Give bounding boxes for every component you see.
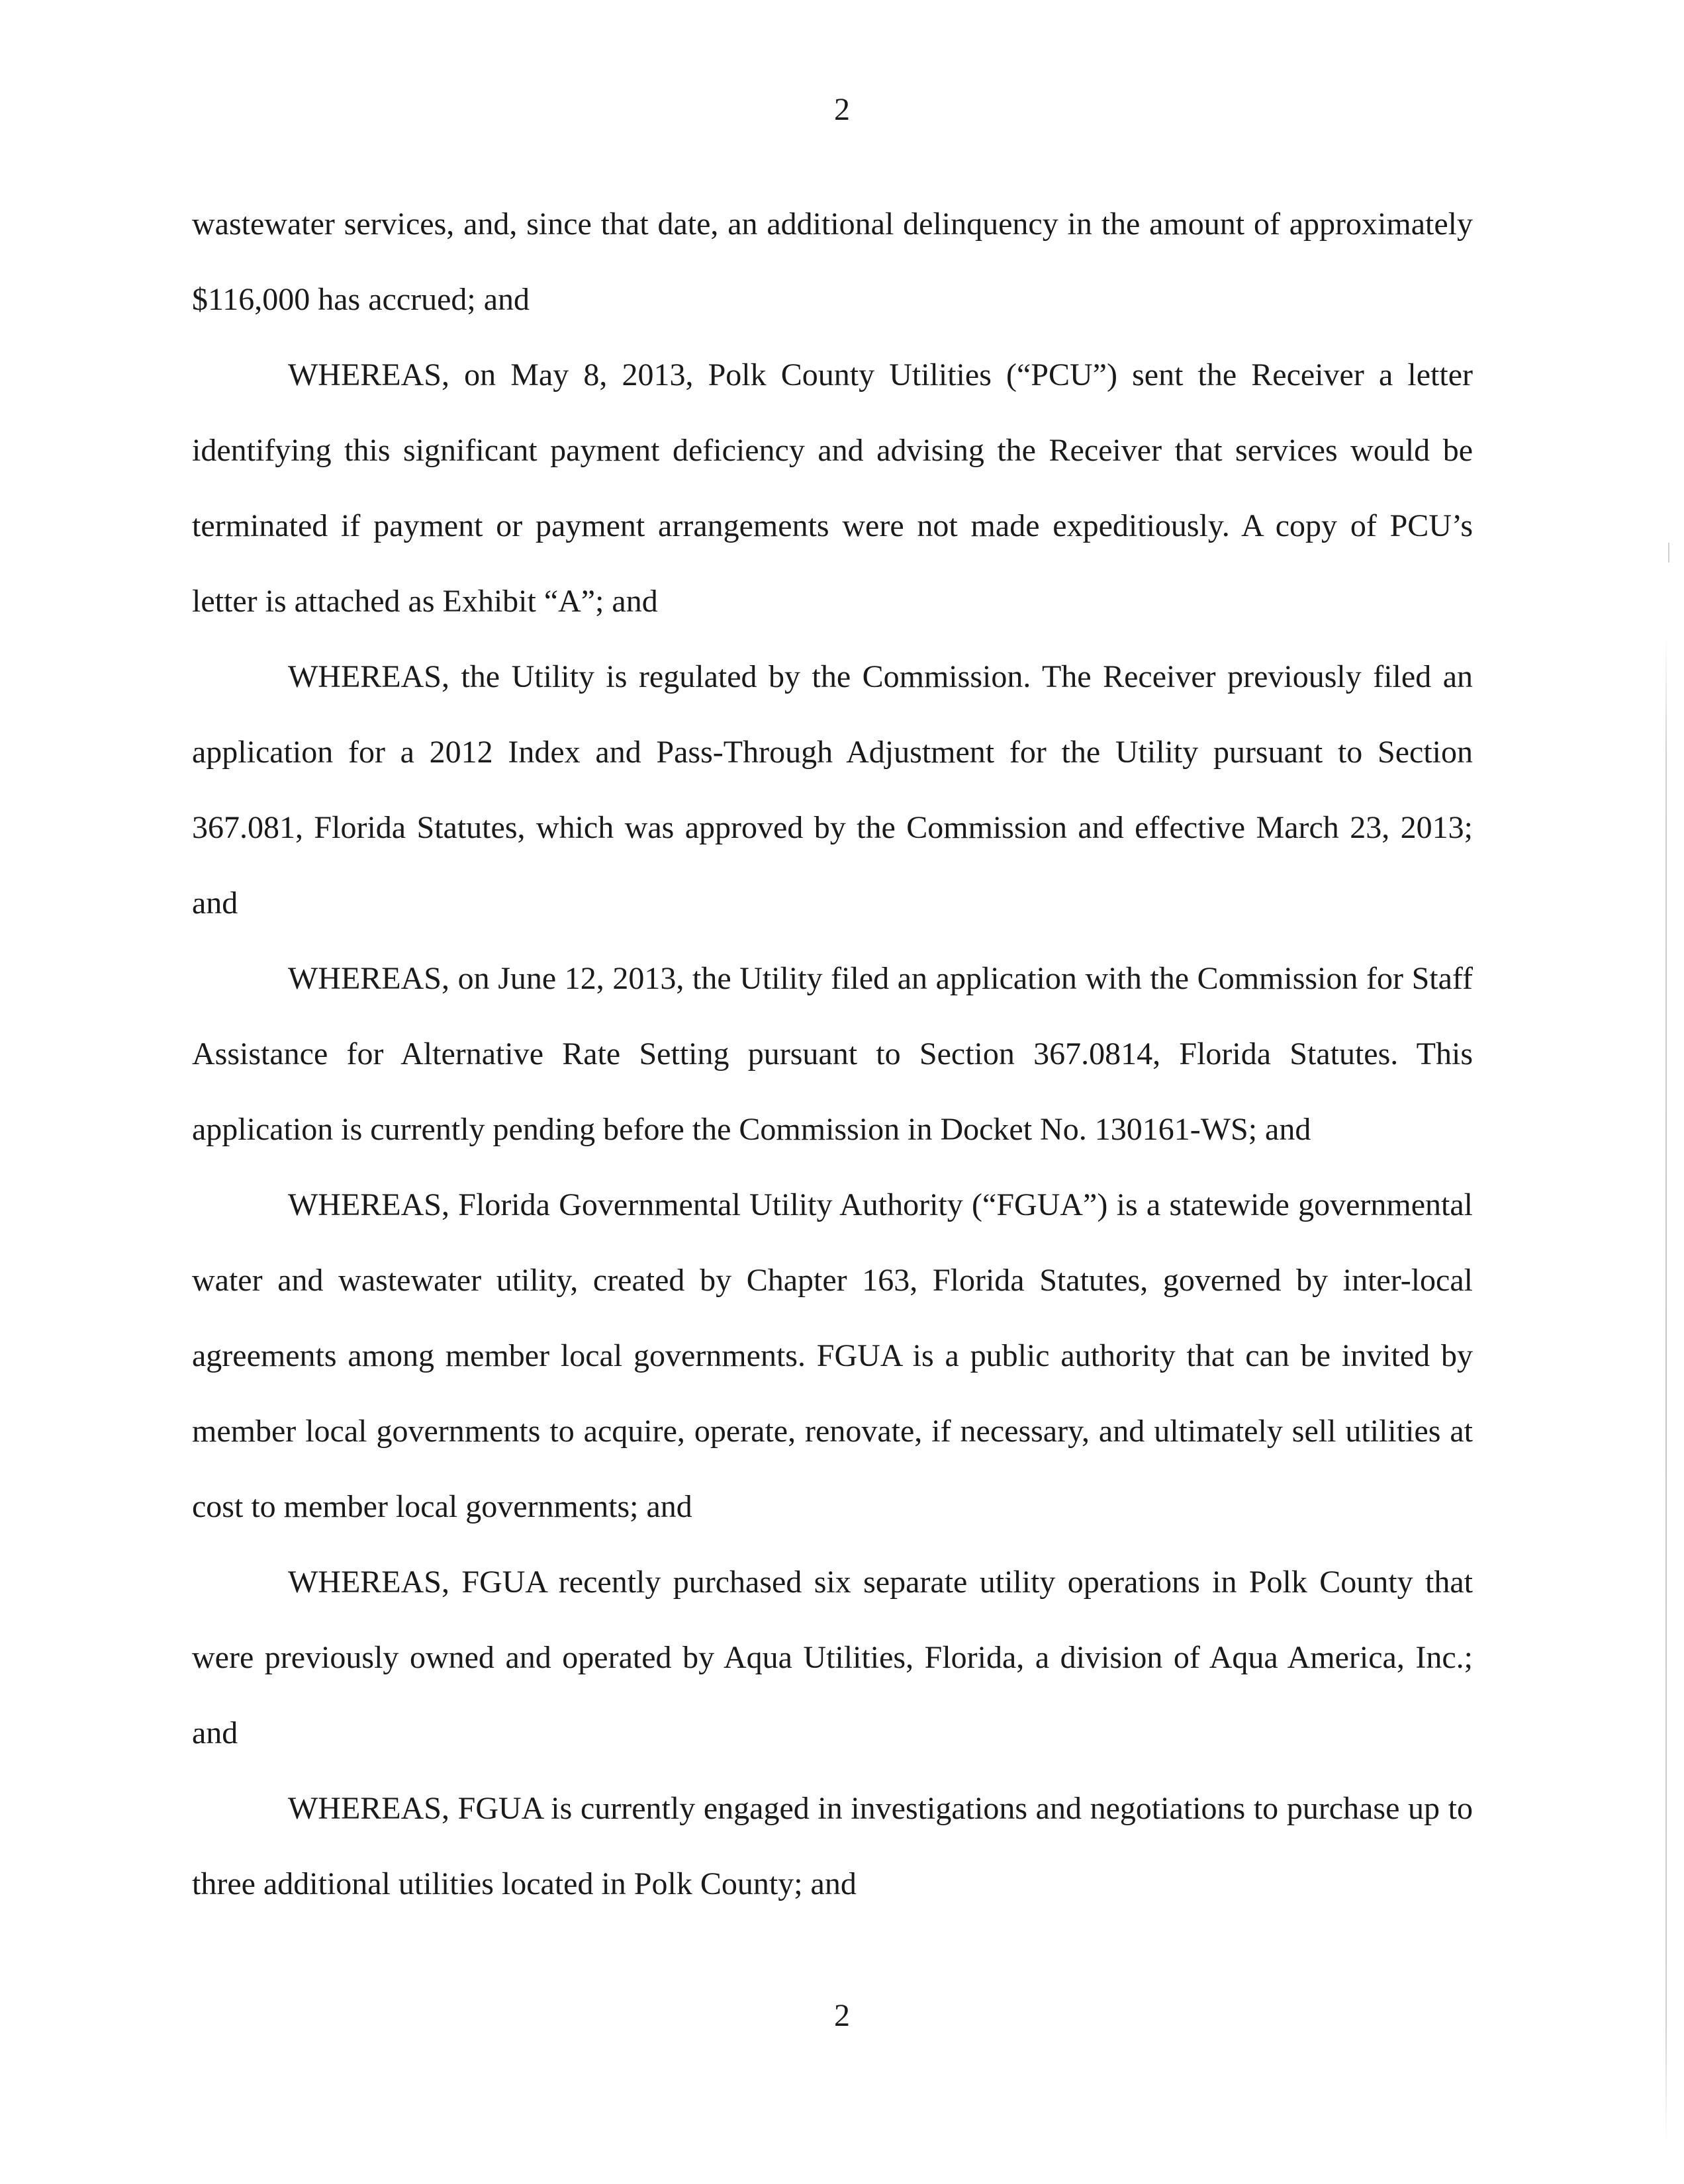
- paragraph-fgua-purchase: WHEREAS, FGUA recently purchased six separate utility operations in Polk County that were previously owned and operated by Aqua Utilities, Florida, a division of Aqua America, Inc.; and: [192, 1565, 1473, 1751]
- paragraph-continuation: wastewater services, and, since that date, an additional delinquency in the amount of approximately $116,000 has accrued; and: [192, 206, 1473, 317]
- page-number-top: 2: [834, 92, 850, 127]
- paragraph-staff-assistance: WHEREAS, on June 12, 2013, the Utility filed an application with the Commission for Staff Assistance for Alternative Rate Setting pursuant to Section 367.0814, Florida Statutes. This application is currently pending before the Commission in Docket No. 130161-WS; and: [192, 961, 1473, 1147]
- scan-artifact-edge-line: [1665, 635, 1667, 2144]
- paragraph-fgua-negotiations: WHEREAS, FGUA is currently engaged in investigations and negotiations to purchase up to three additional utilities located in Polk County; and: [192, 1791, 1473, 1901]
- paragraph-fgua-description: WHEREAS, Florida Governmental Utility Authority (“FGUA”) is a statewide governmental water and wastewater utility, created by Chapter 163, Florida Statutes, governed by inter-local agreements among member local governments. FGUA is a public authority that can be invited by member local governments to acquire, operate, renovate, if necessary, and ultimately sell utilities at cost to member local governments; and: [192, 1187, 1473, 1524]
- paragraph-commission-regulation: WHEREAS, the Utility is regulated by the Commission. The Receiver previously filed an application for a 2012 Index and Pass-Through Adjustment for the Utility pursuant to Section 367.081, Florida Statutes, which was approved by the Commission and effective March 23, 2013; and: [192, 659, 1473, 921]
- paragraph-pcu-letter: WHEREAS, on May 8, 2013, Polk County Utilities (“PCU”) sent the Receiver a letter identifying this significant payment deficiency and advising the Receiver that services would be terminated if payment or payment arrangements were not made expeditiously. A copy of PCU’s letter is attached as Exhibit “A”; and: [192, 357, 1473, 619]
- scan-artifact-mark: [1668, 543, 1669, 563]
- page-number-bottom: 2: [834, 1998, 850, 2033]
- document-body: [192, 187, 1473, 1922]
